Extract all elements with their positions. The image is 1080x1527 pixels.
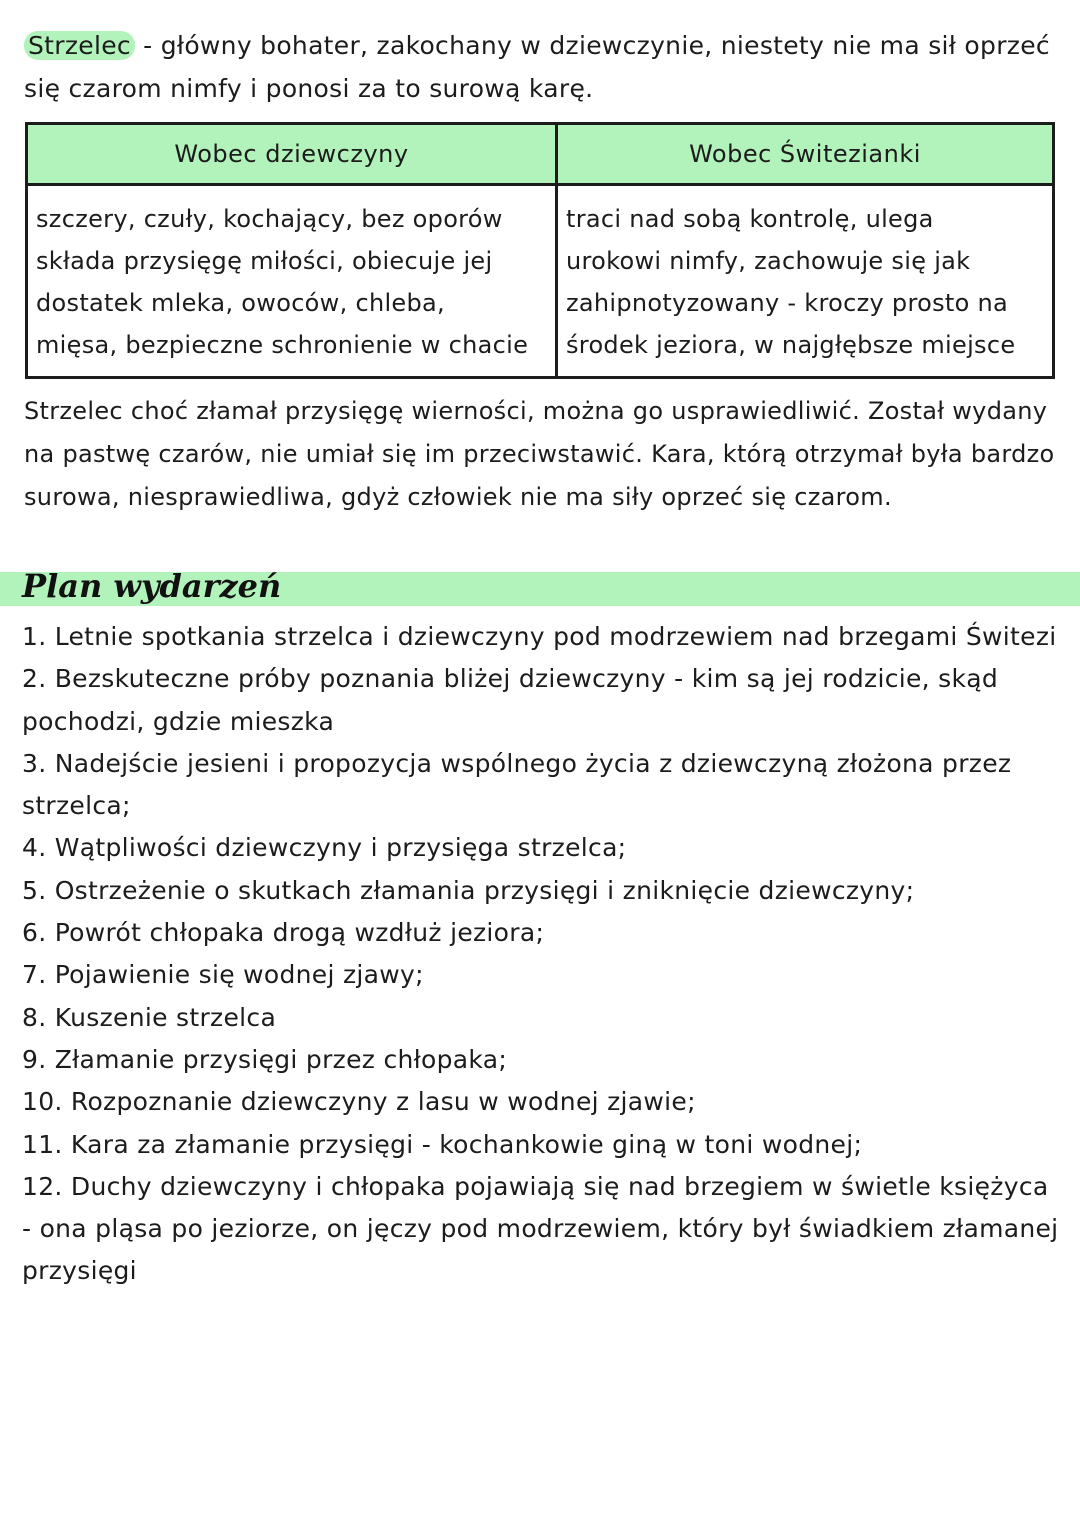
list-item: 11. Kara za złamanie przysięgi - kochankowie giną w toni wodnej; — [22, 1129, 863, 1159]
intro-paragraph — [24, 24, 1054, 110]
header-toward-girl: Wobec dziewczyny — [27, 124, 557, 185]
list-item: 9. Złamanie przysięgi przez chłopaka; — [22, 1044, 508, 1074]
list-item: 12. Duchy dziewczyny i chłopaka pojawiają się nad brzegiem w świetle księżyca - ona pląsa po jeziorze, on jęczy pod modrzewiem, który był świadkiem złamanej przysięgi — [22, 1171, 1059, 1286]
events-list — [22, 616, 1062, 1293]
list-item: 10. Rozpoznanie dziewczyny z lasu w wodnej zjawie; — [22, 1087, 696, 1117]
list-item: 8. Kuszenie strzelca — [22, 1002, 277, 1032]
header-toward-switezianka: Wobec Świtezianki — [557, 124, 1054, 185]
comparison-table — [25, 122, 1055, 379]
list-item: 4. Wątpliwości dziewczyny i przysięga strzelca; — [22, 833, 627, 863]
list-item: 1. Letnie spotkania strzelca i dziewczyny pod modrzewiem nad brzegami Świtezi — [22, 622, 1057, 651]
list-item: 5. Ostrzeżenie o skutkach złamania przysięgi i zniknięcie dziewczyny; — [22, 875, 915, 905]
section-title-plan: Plan wydarzeń — [22, 567, 282, 605]
list-item: 2. Bezskuteczne próby poznania bliżej dziewczyny - kim są jej rodzicie, skąd pochodzi, gdzie mieszka — [22, 664, 999, 736]
cell-toward-switezianka: traci nad sobą kontrolę, ulega urokowi nimfy, zachowuje się jak zahipnotyzowany - kroczy prosto na środek jeziora, w najgłębsze miejsce — [557, 185, 1054, 378]
cell-toward-girl: szczery, czuły, kochający, bez oporów składa przysięgę miłości, obiecuje jej dostatek mleka, owoców, chleba, mięsa, bezpieczne schronienie w chacie — [27, 185, 557, 378]
highlighted-term: Strzelec — [24, 31, 135, 60]
assessment-paragraph: Strzelec choć złamał przysięgę wierności, można go usprawiedliwić. Został wydany na pastwę czarów, nie umiał się im przeciwstawić. Kara, którą otrzymał była bardzo surowa, niesprawiedliwa, gdyż człowiek nie ma siły oprzeć się czarom. — [24, 397, 1055, 511]
list-item: 6. Powrót chłopaka drogą wzdłuż jeziora; — [22, 918, 545, 948]
table-header-row — [27, 124, 1054, 185]
list-item: 7. Pojawienie się wodnej zjawy; — [22, 960, 424, 990]
intro-text: - główny bohater, zakochany w dziewczynie, niestety nie ma sił oprzeć się czarom nimfy i ponosi za to surową karę. — [24, 31, 1050, 103]
list-item: 3. Nadejście jesieni i propozycja wspólnego życia z dziewczyną złożona przez strzelca; — [22, 748, 1012, 821]
table-row — [27, 185, 1054, 378]
